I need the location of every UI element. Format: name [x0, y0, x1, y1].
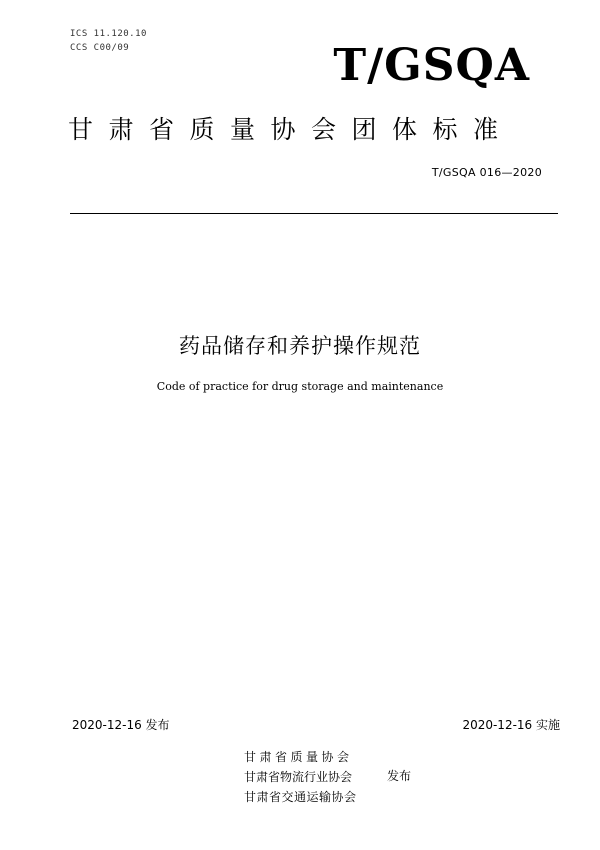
publisher-list: [244, 747, 357, 807]
publisher-name: 甘肃省交通运输协会: [244, 790, 357, 804]
organization-title: 甘肃省质量协会团体标准: [68, 115, 514, 144]
standard-logo: T/GSQA: [333, 40, 530, 91]
document-title-chinese: 药品储存和养护操作规范: [179, 334, 421, 358]
publisher-name: 甘肃省质量协会: [244, 750, 353, 764]
publish-label: 发布: [387, 769, 412, 783]
publisher-name: 甘肃省物流行业协会: [244, 770, 353, 784]
standard-code: T/GSQA 016—2020: [431, 166, 542, 179]
header-divider: [70, 213, 558, 214]
issue-date: 2020-12-16 发布: [72, 718, 170, 732]
ics-code: ICS 11.120.10: [70, 29, 147, 39]
implementation-date: 2020-12-16 实施: [462, 718, 560, 732]
ccs-code: CCS C00/09: [70, 43, 130, 53]
document-title-english: Code of practice for drug storage and maintenance: [156, 380, 444, 393]
